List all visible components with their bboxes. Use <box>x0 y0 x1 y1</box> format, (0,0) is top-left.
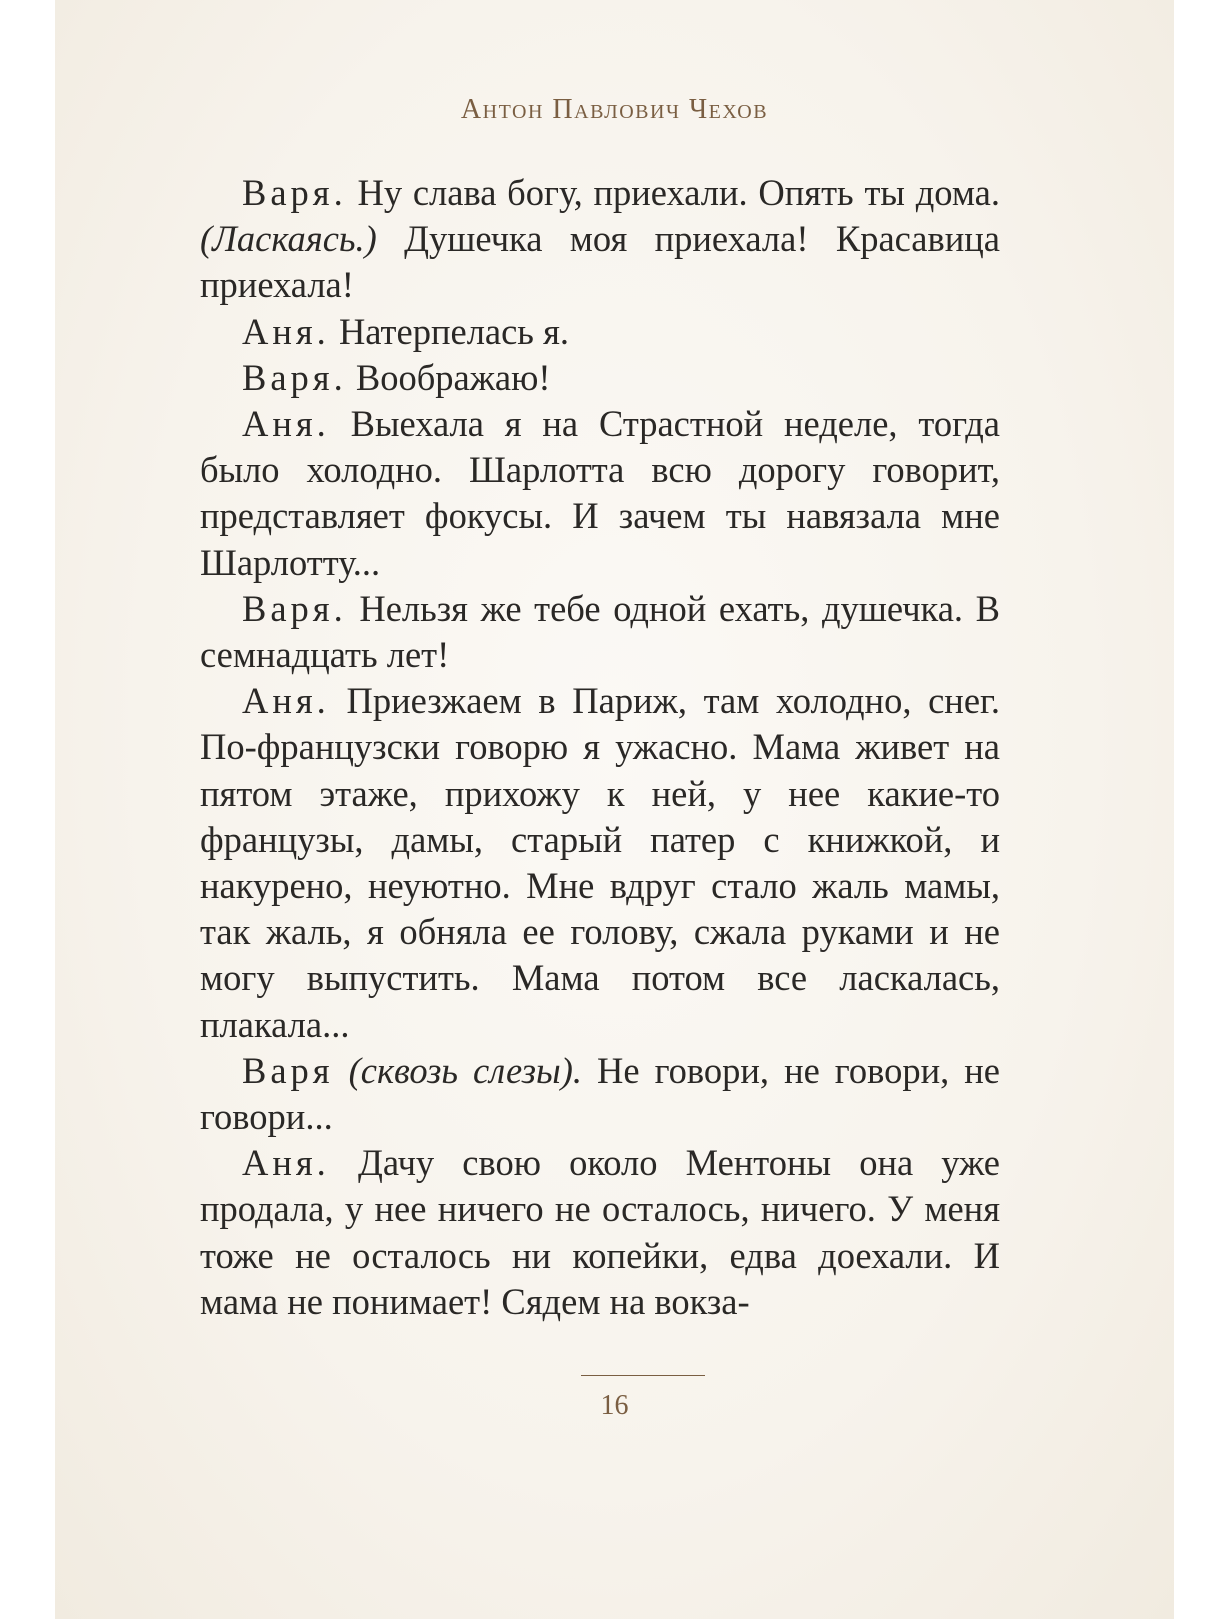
stage-direction: (Ласкаясь.) <box>200 218 377 260</box>
dialogue-paragraph <box>200 1140 1000 1325</box>
dialogue-paragraph <box>200 401 1000 586</box>
dialogue-text: Натерпелась я. <box>338 310 569 352</box>
dialogue-text: Дачу свою около Ментоны она уже продала, у нее ничего не осталось, ничего. У меня тоже не осталось ни копейки, едва доехали. И мама не понимает! Сядем на вокза- <box>200 1142 1001 1322</box>
dialogue-text: Воображаю! <box>355 356 551 398</box>
speaker-name: Варя. <box>242 356 347 398</box>
dialogue-text: Приезжаем в Париж, там холодно, снег. По-французски говорю я ужасно. Мама живет на пятом этаже, прихожу к ней, у нее какие-то французы, дамы, старый патер с книжкой, и накурено, неуютно. Мне вдруг стало жаль мамы, так жаль, я обняла ее голову, сжала руками и не могу выпустить. Мама потом все ласкалась, плакала... <box>200 680 1001 1045</box>
page-number: 16 <box>600 1390 629 1421</box>
speaker-name: Варя <box>242 1049 334 1091</box>
speaker-name: Варя. <box>242 172 347 213</box>
dialogue-text: Нельзя же тебе одной ехать, душечка. В семнадцать лет! <box>200 587 1001 676</box>
dialogue-paragraph <box>200 1048 1000 1140</box>
book-page <box>55 0 1174 1619</box>
speaker-name: Аня. <box>242 310 330 352</box>
play-text <box>200 170 1000 1325</box>
dialogue-text: Ну слава богу, приехали. Опять ты дома. <box>357 172 1000 213</box>
speaker-name: Аня. <box>242 680 330 722</box>
dialogue-text: Не говори, не говори, не говори... <box>200 1049 1001 1138</box>
speaker-name: Варя. <box>242 587 347 629</box>
stage-direction: (сквозь слезы). <box>348 1049 583 1091</box>
speaker-name: Аня. <box>242 1142 330 1184</box>
dialogue-paragraph <box>200 586 1000 678</box>
dialogue-paragraph <box>200 309 1000 355</box>
dialogue-paragraph <box>200 678 1000 1048</box>
running-head: Антон Павлович Чехов <box>460 94 769 125</box>
dialogue-paragraph <box>200 170 1000 309</box>
dialogue-text: Душечка моя приехала! Красавица приехала! <box>200 218 1000 306</box>
dialogue-paragraph <box>200 355 1000 401</box>
dialogue-text: Выехала я на Страстной неделе, тогда было холодно. Шарлотта всю дорогу говорит, представляет фокусы. И зачем ты навязала мне Шарлотту... <box>200 403 1001 583</box>
footer-rule <box>581 1375 705 1376</box>
speaker-name: Аня. <box>242 403 330 445</box>
